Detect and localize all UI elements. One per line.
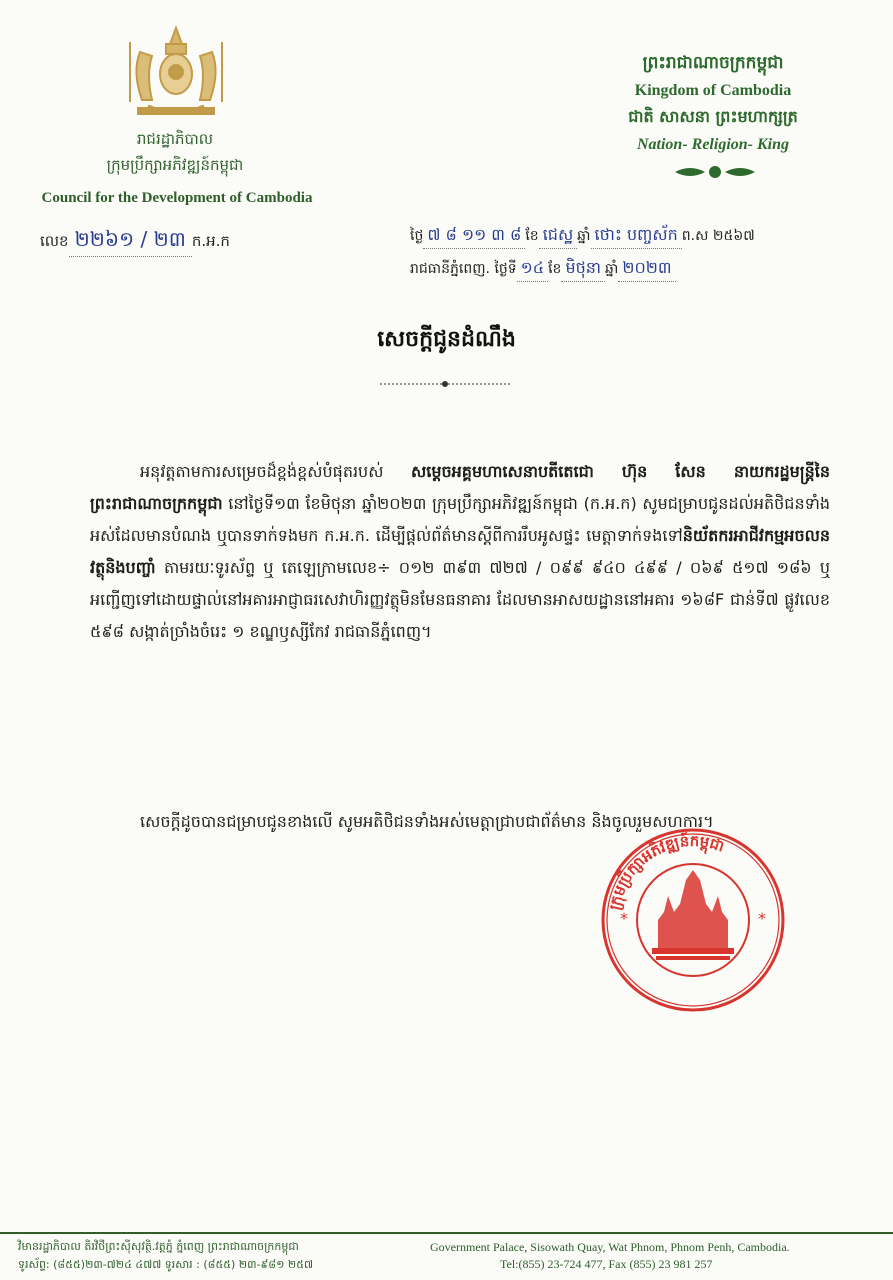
svg-text:*: * <box>758 909 766 928</box>
solar-month-label: ខែ <box>548 261 562 277</box>
document-title: សេចក្តីជូនដំណឹង <box>377 327 516 352</box>
solar-place: រាជធានីភ្នំពេញ. ថ្ងៃទី <box>410 261 517 277</box>
kingdom-name-english: Kingdom of Cambodia <box>634 82 792 99</box>
royal-crest-icon <box>118 22 234 122</box>
solar-year-label: ឆ្នាំ <box>604 261 619 277</box>
official-seal-icon <box>598 820 788 1020</box>
solar-year: ២០២៣ <box>618 257 675 282</box>
lunar-month: ជេស្ឋ <box>539 224 577 249</box>
footer-address-english: Government Palace, Sisowath Quay, Wat Phnom, Phnom Penh, Cambodia. <box>430 1240 790 1254</box>
government-name-khmer: រាជរដ្ឋាភិបាល <box>136 130 214 148</box>
lunar-month-label: ខែ <box>525 228 539 244</box>
solar-date <box>410 257 870 282</box>
svg-text:*: * <box>620 909 628 928</box>
council-name-english: Council for the Development of Cambodia <box>41 190 313 206</box>
prime-minister-name: សម្តេចអគ្គមហាសេនាបតីតេជោ ហ៊ុន សែន នាយករដ្ឋមន្ត្រីនៃព្រះរាជាណាចក្រកម្ពុជា <box>90 462 830 513</box>
lunar-day-label: ថ្ងៃ <box>410 228 424 244</box>
buddhist-era: ព.ស ២៥៦៧ <box>681 228 755 244</box>
lunar-year-label: ឆ្នាំ <box>577 228 591 244</box>
closing-paragraph: សេចក្តីដូចបានជម្រាបជូនខាងលើ សូមអតិថិជនទាំងអស់មេត្តាជ្រាបជាព័ត៌មាន និងចូលរួមសហការ។ <box>140 812 714 831</box>
reference-value: ២២៦១ / ២៣ <box>69 226 192 257</box>
footer-phone-khmer: ទូរស័ព្ទ: (៨៥៥)២៣-៧២៤ ៤៧៧ ទូរសារ : (៨៥៥) ២៣-៩៨១ ២៥៧ <box>18 1258 314 1271</box>
footer-address-khmer: វិមានរដ្ឋាភិបាល តិរវិថីព្រះស៊ីសុវត្ថិ.វត្តភ្នំ ភ្នំពេញ ព្រះរាជាណាចក្រកម្ពុជា <box>18 1240 299 1253</box>
footer-phone-english: Tel:(855) 23-724 477, Fax (855) 23 981 257 <box>500 1257 713 1271</box>
solar-month: មិថុនា <box>561 257 605 282</box>
title-divider-icon <box>380 378 510 390</box>
ornament-divider-icon <box>665 160 765 184</box>
regulator-name: និយ័តករអាជីវកម្មអចលនវត្ថុនិងបញ្ចាំ <box>90 526 830 577</box>
solar-day: ១៤ <box>517 257 548 282</box>
lunar-date <box>410 224 870 249</box>
kingdom-name-khmer: ព្រះរាជាណាចក្រកម្ពុជា <box>642 53 784 73</box>
paragraph-intro: អនុវត្តតាមការសម្រេចដ៏ខ្ពង់ខ្ពស់បំផុតរបស់ <box>140 462 384 481</box>
motto-english: Nation- Religion- King <box>636 136 790 153</box>
motto-khmer: ជាតិ សាសនា ព្រះមហាក្សត្រ <box>628 107 798 126</box>
reference-prefix: លេខ <box>40 232 69 250</box>
lunar-year: ថោះ បញ្ចស័ក <box>591 224 682 249</box>
paragraph-middle: នៅថ្ងៃទី១៣ ខែមិថុនា ឆ្នាំ២០២៣ ក្រុមប្រឹក្សាអភិវឌ្ឍន៍កម្ពុជា (ក.អ.ក) សូមជម្រាបជូនដល់អតិថិជនទាំងអស់ដែលមានបំណង ឬបានទាក់ទងមក ក.អ.ក. ដើម្បីផ្តល់ព័ត៌មានស្តីពីការរឹបអូសផ្ទះ មេត្តាទាក់ទងទៅ <box>90 494 830 545</box>
announcement-paragraph <box>90 456 830 648</box>
paragraph-contact: តាមរយៈទូរស័ព្ទ ឬ តេឡេក្រាមលេខ÷ ០១២ ៣៩៣ ៧២៧ / ០៩៩ ៩៤០ ៤៩៩ / ០៦៩ ៥១៧ ១៨៦ ឬ អញ្ជើញទៅដោយផ្ទាល់នៅអគារអាជ្ញាធរសេវាហិរញ្ញវត្ថុមិនមែនធនាគារ ដែលមានអាសយដ្ឋាននៅអគារ ១៦៨F ជាន់ទី៧ ផ្លូវលេខ ៥៩៨ សង្កាត់ច្រាំងចំរេះ ១ ខណ្ឌឫស្សីកែវ រាជធានីភ្នំពេញ។ <box>90 558 830 641</box>
council-name-khmer: ក្រុមប្រឹក្សាអភិវឌ្ឍន៍កម្ពុជា <box>106 156 244 174</box>
reference-number <box>40 226 230 257</box>
seal-text: ក្រុមប្រឹក្សាអភិវឌ្ឍន៍កម្ពុជា <box>605 831 727 912</box>
lunar-day: ៧ ៨ ១១ ៣ ៨ <box>423 224 525 249</box>
reference-suffix: ក.អ.ក <box>191 232 230 250</box>
footer-divider <box>0 1232 893 1234</box>
